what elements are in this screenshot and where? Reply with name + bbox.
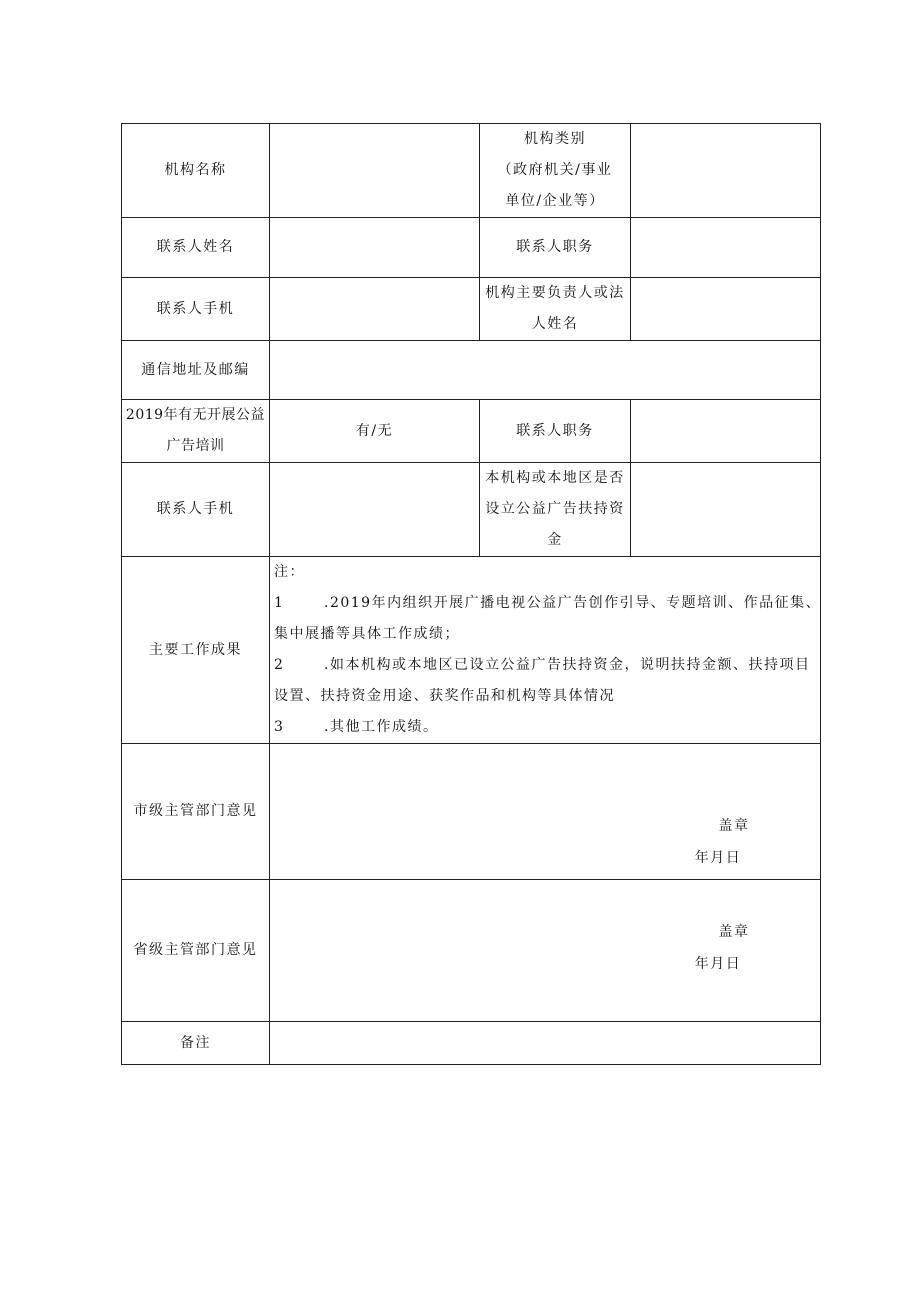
row-contact-phone	[122, 278, 821, 341]
contact-position-field[interactable]	[631, 218, 821, 278]
training-yes-no-field[interactable]: 有/无	[270, 400, 480, 463]
contact-phone-label-2: 联系人手机	[122, 463, 270, 557]
institution-type-label	[480, 124, 631, 218]
institution-type-label-line: 单位/企业等）	[505, 193, 605, 209]
row-institution-name	[122, 124, 821, 218]
note-number: 1	[274, 595, 285, 611]
city-opinion-field[interactable]	[270, 744, 821, 880]
row-remarks	[122, 1022, 821, 1065]
note-number: 3	[274, 719, 285, 735]
training-label-line: 广告培训	[166, 438, 225, 454]
contact-name-label: 联系人姓名	[122, 218, 270, 278]
note-continuation: 设置、扶持资金用途、获奖作品和机构等具体情况	[274, 688, 615, 704]
row-address	[122, 341, 821, 400]
application-form-table	[121, 123, 821, 1065]
fund-field[interactable]	[631, 463, 821, 557]
contact-position-label-2: 联系人职务	[480, 400, 631, 463]
note-item	[274, 650, 816, 681]
city-date-label: 年月日	[694, 850, 742, 866]
remarks-label: 备注	[122, 1022, 270, 1065]
city-stamp-label: 盖章	[718, 818, 750, 834]
row-training	[122, 400, 821, 463]
row-province-opinion	[122, 880, 821, 1022]
fund-label-line: 金	[547, 532, 563, 548]
note-text: .2019年内组织开展广播电视公益广告创作引导、专题培训、作品征集、	[324, 595, 822, 611]
note-item	[274, 588, 822, 619]
city-stamp-block	[674, 810, 794, 874]
achievements-label: 主要工作成果	[122, 557, 270, 744]
institution-name-field[interactable]	[270, 124, 480, 218]
contact-position-label: 联系人职务	[480, 218, 631, 278]
contact-phone-field[interactable]	[270, 278, 480, 341]
head-name-label-line: 人姓名	[531, 316, 579, 332]
fund-label	[480, 463, 631, 557]
province-opinion-field[interactable]	[270, 880, 821, 1022]
row-fund	[122, 463, 821, 557]
note-text: .其他工作成绩。	[324, 719, 439, 735]
note-title: 注：	[274, 564, 305, 580]
institution-type-label-line: 机构类别	[524, 131, 586, 147]
province-date-label: 年月日	[694, 956, 742, 972]
contact-name-field[interactable]	[270, 218, 480, 278]
address-label: 通信地址及邮编	[122, 341, 270, 400]
training-label	[122, 400, 270, 463]
province-stamp-label: 盖章	[718, 924, 750, 940]
row-contact-name	[122, 218, 821, 278]
row-city-opinion	[122, 744, 821, 880]
contact-phone-label: 联系人手机	[122, 278, 270, 341]
institution-type-label-line: （政府机关/事业	[497, 162, 613, 178]
remarks-field[interactable]	[270, 1022, 821, 1065]
note-number: 2	[274, 657, 285, 673]
province-stamp-block	[674, 916, 794, 980]
row-achievements	[122, 557, 821, 744]
achievements-notes[interactable]	[270, 557, 821, 744]
address-field[interactable]	[270, 341, 821, 400]
note-text: .如本机构或本地区已设立公益广告扶持资金，说明扶持金额、扶持项目	[324, 657, 811, 673]
institution-type-field[interactable]	[631, 124, 821, 218]
institution-name-label: 机构名称	[122, 124, 270, 218]
note-continuation: 集中展播等具体工作成绩；	[274, 626, 460, 642]
training-label-line: 2019年有无开展公益	[125, 407, 266, 423]
contact-phone-field-2[interactable]	[270, 463, 480, 557]
note-item	[274, 712, 816, 743]
head-name-label-line: 机构主要负责人或法	[485, 285, 625, 301]
head-name-label	[480, 278, 631, 341]
fund-label-line: 设立公益广告扶持资	[485, 501, 625, 517]
city-opinion-label: 市级主管部门意见	[122, 744, 270, 880]
contact-position-field-2[interactable]	[631, 400, 821, 463]
head-name-field[interactable]	[631, 278, 821, 341]
province-opinion-label: 省级主管部门意见	[122, 880, 270, 1022]
fund-label-line: 本机构或本地区是否	[485, 470, 625, 486]
